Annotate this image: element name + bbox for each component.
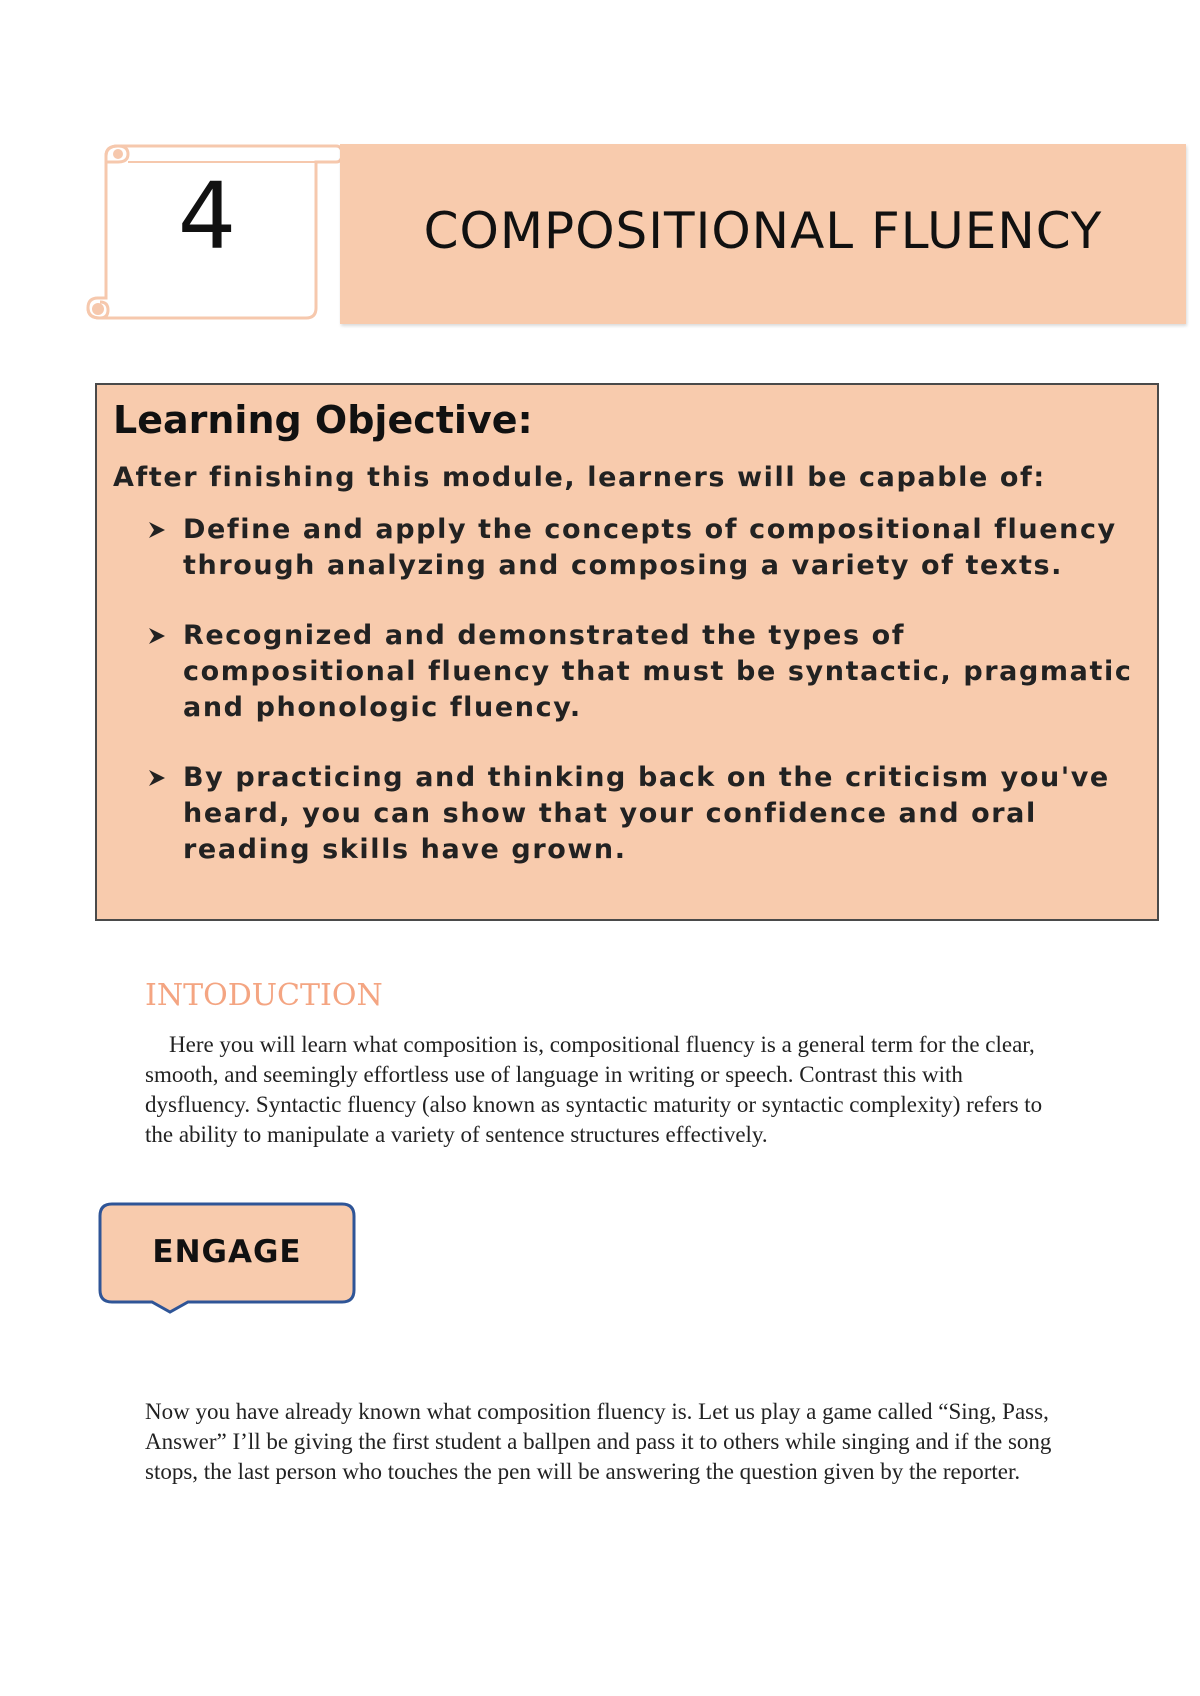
arrow-bullet-icon — [147, 625, 169, 647]
engage-callout — [98, 1202, 356, 1322]
chapter-title: COMPOSITIONAL FLUENCY — [423, 202, 1103, 260]
chapter-number: 4 — [177, 163, 237, 270]
objective-text: Define and apply the concepts of compositional fluency through analyzing and composing a variety of texts. — [183, 514, 1117, 581]
learning-objective-lead: After finishing this module, learners will be capable of: — [113, 462, 1046, 493]
introduction-heading: INTODUCTION — [145, 978, 383, 1013]
arrow-bullet-icon — [147, 519, 169, 541]
learning-objective-box — [95, 383, 1159, 921]
title-banner — [340, 144, 1186, 324]
objective-list — [147, 512, 1147, 902]
objective-item — [147, 618, 1147, 726]
arrow-bullet-icon — [147, 767, 169, 789]
engage-text: Now you have already known what composition fluency is. Let us play a game called “Sing, Pass, Answer” I’ll be giving the first student a ballpen and pass it to others while singing and if the song stops, the last person who touches the pen will be answering the question given by the reporter. — [145, 1399, 1052, 1484]
learning-objective-heading: Learning Objective: — [113, 398, 533, 442]
objective-text: Recognized and demonstrated the types of compositional fluency that must be syntactic, pragmatic and phonologic fluency. — [183, 620, 1133, 723]
objective-item — [147, 512, 1147, 584]
objective-text: By practicing and thinking back on the criticism you've heard, you can show that your confidence and oral reading skills have grown. — [183, 762, 1110, 865]
engage-label: ENGAGE — [152, 1234, 302, 1270]
introduction-text: Here you will learn what composition is, compositional fluency is a general term for the clear, smooth, and seemingly effortless use of language in writing or speech. Contrast this with dysfluency. Syntactic fluency (also known as syntactic maturity or syntactic complexity) refers to the ability to manipulate a variety of sentence structures effectively. — [145, 1032, 1043, 1147]
objective-item — [147, 760, 1147, 868]
